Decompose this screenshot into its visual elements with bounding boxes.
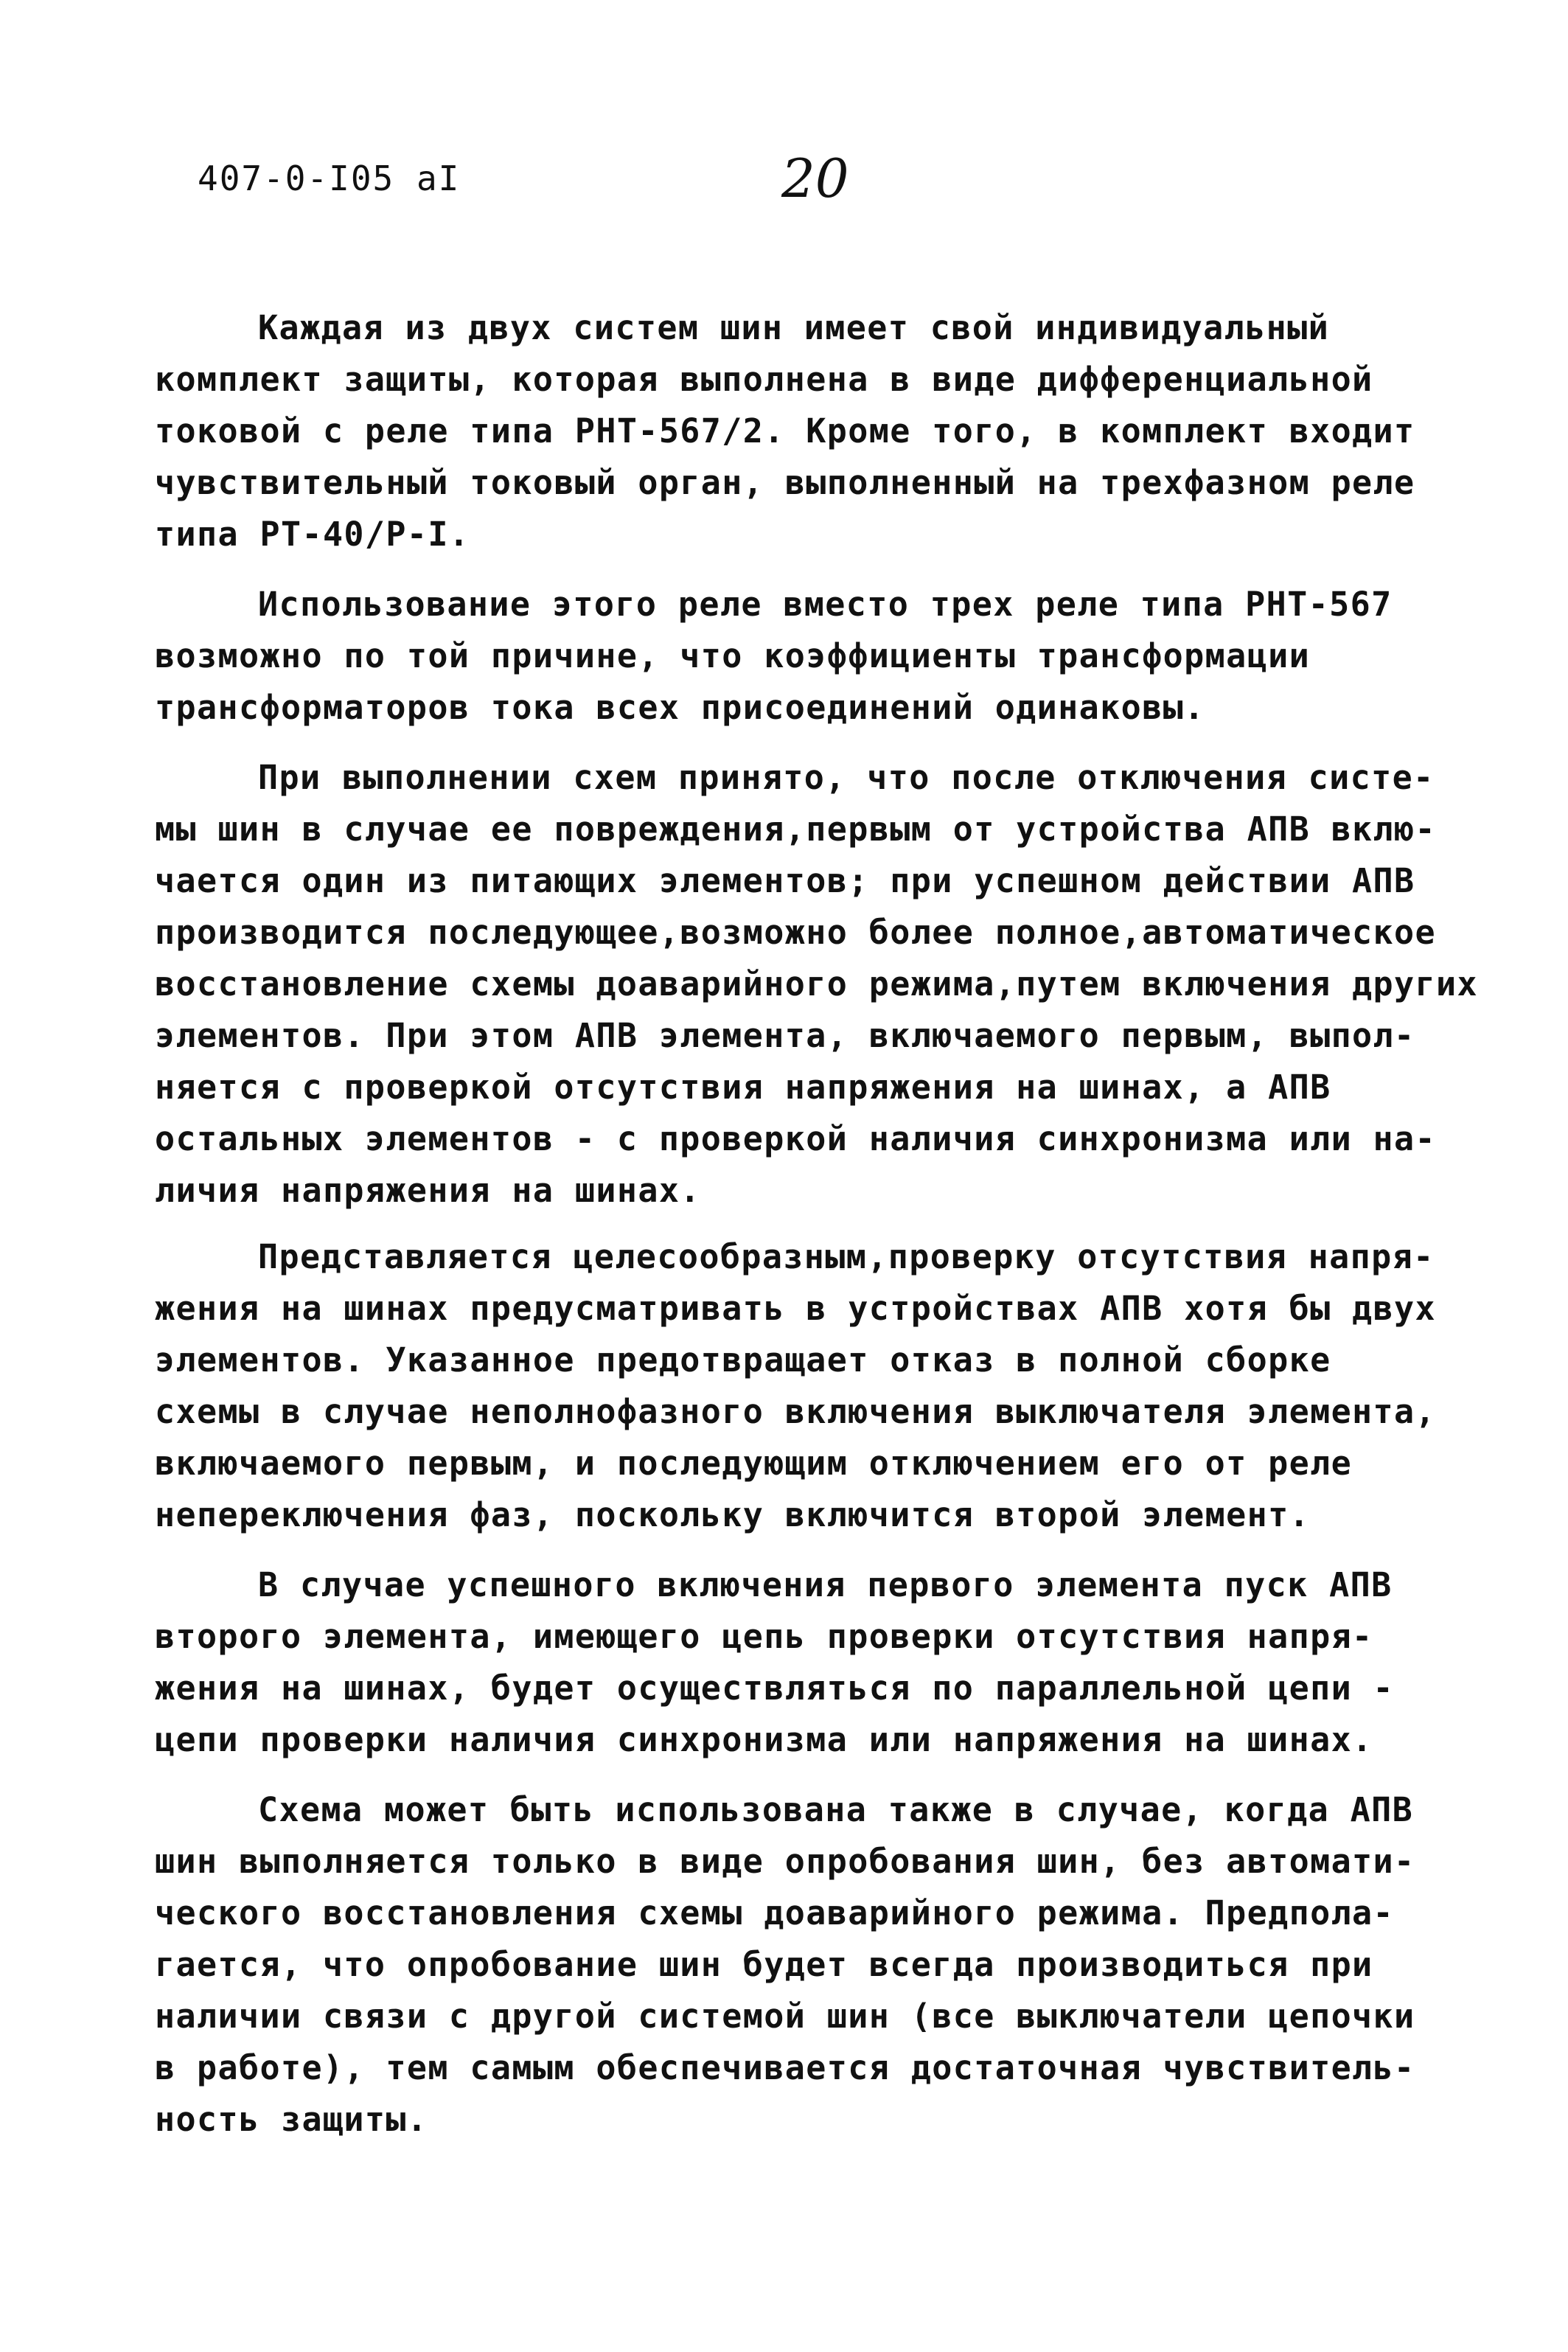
text-line: непереключения фаз, поскольку включится второй элемент. [155, 1495, 1311, 1534]
text-line: чается один из питающих элементов; при успешном действии АПВ [155, 861, 1415, 900]
text-line: остальных элементов - с проверкой наличия синхронизма или на- [155, 1119, 1437, 1158]
text-line: токовой с реле типа РНТ-567/2. Кроме того, в комплект входит [155, 411, 1415, 450]
text-line: гается, что опробование шин будет всегда производиться при [155, 1945, 1373, 1984]
text-line: Схема может быть использована также в случае, когда АПВ [258, 1790, 1414, 1829]
text-line: личия напряжения на шинах. [155, 1171, 701, 1210]
text-line: Каждая из двух систем шин имеет свой индивидуальный [258, 308, 1330, 347]
text-line: элементов. При этом АПВ элемента, включаемого первым, выпол- [155, 1016, 1415, 1055]
text-line: В случае успешного включения первого элемента пуск АПВ [258, 1565, 1393, 1604]
text-line: жения на шинах, будет осуществляться по параллельной цепи - [155, 1669, 1395, 1708]
page-number: 20 [781, 147, 849, 209]
text-line: второго элемента, имеющего цепь проверки отсутствия напря- [155, 1617, 1373, 1656]
text-line: жения на шинах предусматривать в устройствах АПВ хотя бы двух [155, 1289, 1437, 1328]
text-line: шин выполняется только в виде опробования шин, без автомати- [155, 1842, 1415, 1881]
text-line: чувствительный токовый орган, выполненный на трехфазном реле [155, 463, 1415, 502]
text-line: Использование этого реле вместо трех реле типа РНТ-567 [258, 585, 1393, 624]
text-line: включаемого первым, и последующим отключением его от реле [155, 1444, 1353, 1483]
text-line: восстановление схемы доаварийного режима,путем включения других [155, 964, 1479, 1003]
text-line: элементов. Указанное предотвращает отказ в полной сборке [155, 1340, 1331, 1379]
text-line: типа РТ-40/Р-I. [155, 515, 470, 554]
text-line: Представляется целесообразным,проверку отсутствия напря- [258, 1237, 1435, 1276]
text-line: комплект защиты, которая выполнена в виде дифференциальной [155, 360, 1373, 399]
text-line: При выполнении схем принято, что после отключения систе- [258, 758, 1435, 797]
text-line: производится последующее,возможно более полное,автоматическое [155, 913, 1437, 952]
text-line: мы шин в случае ее повреждения,первым от устройства АПВ вклю- [155, 810, 1437, 849]
text-line: возможно по той причине, что коэффициенты трансформации [155, 636, 1311, 675]
text-line: в работе), тем самым обеспечивается достаточная чувствитель- [155, 2048, 1415, 2087]
text-line: цепи проверки наличия синхронизма или напряжения на шинах. [155, 1720, 1373, 1759]
text-line: наличии связи с другой системой шин (все выключатели цепочки [155, 1997, 1415, 2036]
text-line: схемы в случае неполнофазного включения выключателя элемента, [155, 1392, 1437, 1431]
text-line: ческого восстановления схемы доаварийного режима. Предпола- [155, 1893, 1395, 1932]
text-line: няется с проверкой отсутствия напряжения на шинах, а АПВ [155, 1068, 1331, 1107]
document-code: 407-0-I05 aI [198, 159, 461, 198]
text-line: трансформаторов тока всех присоединений одинаковы. [155, 688, 1205, 727]
text-line: ность защиты. [155, 2100, 428, 2139]
